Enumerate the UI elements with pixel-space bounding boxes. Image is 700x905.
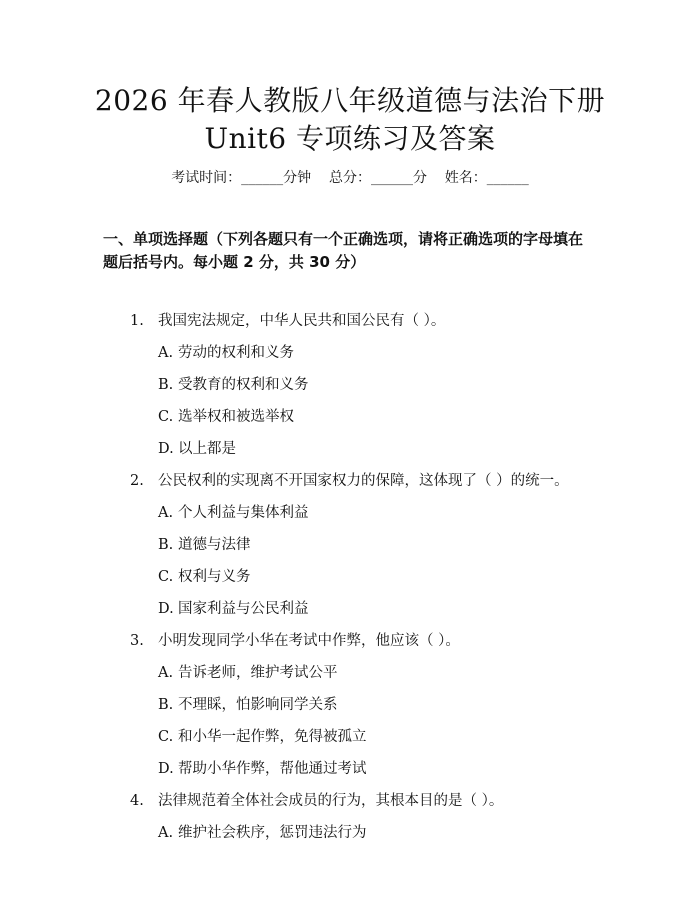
option-letter: B. <box>158 697 174 713</box>
question-text: 小明发现同学小华在考试中作弊，他应该（ ）。 <box>158 633 460 649</box>
answer-option <box>158 695 598 715</box>
option-text: 告诉老师，维护考试公平 <box>178 665 338 681</box>
option-letter: A. <box>158 825 174 841</box>
option-letter: D. <box>158 441 174 457</box>
answer-option <box>158 343 598 363</box>
option-letter: B. <box>158 537 174 553</box>
option-letter: A. <box>158 665 174 681</box>
option-text: 和小华一起作弊，免得被孤立 <box>178 729 367 745</box>
question-number: 1. <box>130 313 144 329</box>
option-text: 帮助小华作弊，帮他通过考试 <box>178 761 367 777</box>
question-number: 4. <box>130 793 144 809</box>
option-text: 劳动的权利和义务 <box>178 345 294 361</box>
option-text: 个人利益与集体利益 <box>178 505 309 521</box>
option-letter: C. <box>158 729 174 745</box>
option-letter: C. <box>158 409 174 425</box>
question-stem <box>130 791 600 811</box>
question-stem <box>130 471 600 491</box>
option-text: 选举权和被选举权 <box>178 409 294 425</box>
answer-option <box>158 535 598 555</box>
answer-option <box>158 439 598 459</box>
answer-option <box>158 759 598 779</box>
question-text: 法律规范着全体社会成员的行为，其根本目的是（ ）。 <box>158 793 504 809</box>
option-letter: B. <box>158 377 174 393</box>
option-text: 以上都是 <box>178 441 236 457</box>
answer-option <box>158 407 598 427</box>
question-text: 公民权利的实现离不开国家权力的保障，这体现了（ ）的统一。 <box>158 473 569 489</box>
answer-option <box>158 567 598 587</box>
question-stem <box>130 311 600 331</box>
document-title-line2: Unit6 专项练习及答案 <box>204 122 496 155</box>
option-text: 国家利益与公民利益 <box>178 601 309 617</box>
document-title-line1: 2026 年春人教版八年级道德与法治下册 <box>94 84 606 117</box>
answer-option <box>158 727 598 747</box>
question-stem <box>130 631 600 651</box>
option-letter: C. <box>158 569 174 585</box>
option-letter: D. <box>158 601 174 617</box>
question-number: 2. <box>130 473 144 489</box>
option-text: 道德与法律 <box>178 537 251 553</box>
option-text: 权利与义务 <box>178 569 251 585</box>
answer-option <box>158 503 598 523</box>
option-text: 受教育的权利和义务 <box>178 377 309 393</box>
option-letter: A. <box>158 505 174 521</box>
exam-info-line: 考试时间：______分钟 总分：______分 姓名：______ <box>171 170 529 186</box>
section-heading-single-choice: 一、单项选择题（下列各题只有一个正确选项，请将正确选项的字母填在题后括号内。每小题 2 分，共 30 分） <box>103 230 584 271</box>
answer-option <box>158 663 598 683</box>
option-letter: A. <box>158 345 174 361</box>
answer-option <box>158 375 598 395</box>
question-number: 3. <box>130 633 144 649</box>
answer-option <box>158 599 598 619</box>
option-letter: D. <box>158 761 174 777</box>
question-text: 我国宪法规定，中华人民共和国公民有（ ）。 <box>158 313 446 329</box>
answer-option <box>158 823 598 843</box>
option-text: 维护社会秩序，惩罚违法行为 <box>178 825 367 841</box>
option-text: 不理睬，怕影响同学关系 <box>178 697 338 713</box>
